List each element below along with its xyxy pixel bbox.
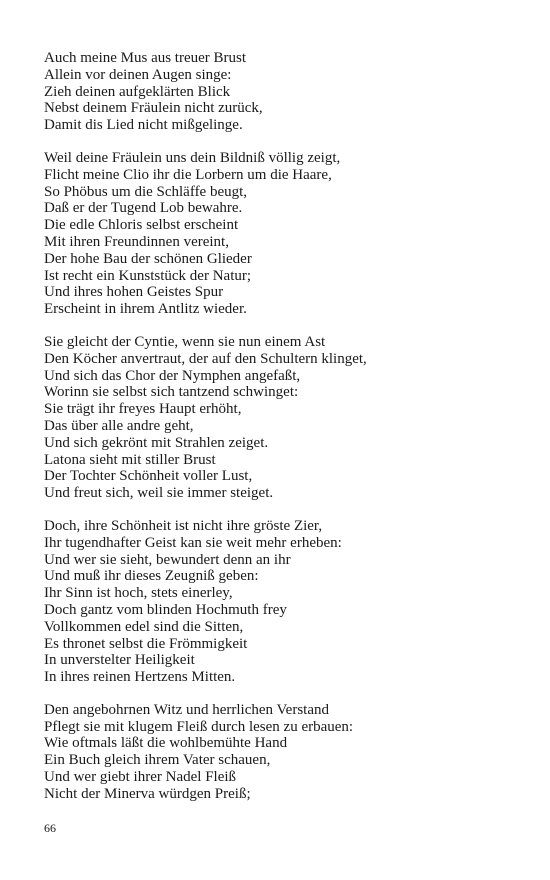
poem-line: Und muß ihr dieses Zeugniß geben: (44, 568, 259, 585)
poem-line: Vollkommen edel sind die Sitten, (44, 618, 244, 635)
poem-line: Wie oftmals läßt die wohlbemühte Hand (44, 735, 288, 752)
stanza-5 (44, 702, 524, 803)
poem-line: Und wer giebt ihrer Nadel Fleiß (44, 769, 237, 786)
poem-line: Sie trägt ihr freyes Haupt erhöht, (44, 401, 242, 418)
poem-line: Der hohe Bau der schönen Glieder (44, 250, 252, 267)
stanza-3 (44, 334, 524, 502)
poem-line: Worinn sie selbst sich tantzend schwinget: (44, 384, 299, 401)
poem-line: Ihr Sinn ist hoch, stets einerley, (44, 585, 233, 602)
poem-line: Den angebohrnen Witz und herrlichen Verstand (44, 701, 329, 718)
poem-line: Und freut sich, weil sie immer steiget. (44, 485, 274, 502)
poem-line: Pflegt sie mit klugem Fleiß durch lesen zu erbauen: (44, 718, 354, 735)
poem-line: Weil deine Fräulein uns dein Bildniß völlig zeigt, (44, 149, 341, 166)
poem-line: Daß er der Tugend Lob bewahre. (44, 200, 243, 217)
poem-line: Die edle Chloris selbst erscheint (44, 217, 239, 234)
poem-line: Ein Buch gleich ihrem Vater schauen, (44, 752, 271, 769)
poem-line: Und sich das Chor der Nymphen angefaßt, (44, 367, 301, 384)
poem-line: Doch, ihre Schönheit ist nicht ihre gröste Zier, (44, 517, 323, 534)
stanza-4 (44, 518, 524, 686)
poem-line: In ihres reinen Hertzens Mitten. (44, 669, 236, 686)
poem-line: Auch meine Mus aus treuer Brust (44, 50, 247, 66)
poem-line: Nebst deinem Fräulein nicht zurück, (44, 100, 263, 117)
poem-line: So Phöbus um die Schläffe beugt, (44, 183, 248, 200)
poem-line: Ihr tugendhafter Geist kan sie weit mehr erheben: (44, 534, 342, 551)
poem-line: Und wer sie sieht, bewundert denn an ihr (44, 551, 291, 568)
poem-line: Erscheint in ihrem Antlitz wieder. (44, 301, 247, 318)
poem-line: Nicht der Minerva würdgen Preiß; (44, 785, 251, 802)
poem-line: Zieh deinen aufgeklärten Blick (44, 83, 231, 100)
stanza-2 (44, 150, 524, 318)
poem-line: Und ihres hohen Geistes Spur (44, 284, 224, 301)
poem-line: Flicht meine Clio ihr die Lorbern um die Haare, (44, 166, 332, 183)
poem-line: Sie gleicht der Cyntie, wenn sie nun einem Ast (44, 333, 326, 350)
poem-line: In unverstelter Heiligkeit (44, 652, 195, 669)
poem-line: Das über alle andre geht, (44, 417, 194, 434)
poem-line: Damit dis Lied nicht mißgelinge. (44, 117, 243, 134)
poem-line: Allein vor deinen Augen singe: (44, 66, 232, 83)
stanza-1 (44, 50, 524, 134)
poem-line: Doch gantz vom blinden Hochmuth frey (44, 601, 287, 618)
poem-line: Den Köcher anvertraut, der auf den Schultern klinget, (44, 350, 367, 367)
poem-line: Der Tochter Schönheit voller Lust, (44, 468, 253, 485)
poem-line: Es thronet selbst die Frömmigkeit (44, 635, 248, 652)
poem-line: Mit ihren Freundinnen vereint, (44, 233, 229, 250)
poem-line: Und sich gekrönt mit Strahlen zeiget. (44, 434, 269, 451)
page-number: 66 (44, 821, 56, 835)
poem-line: Latona sieht mit stiller Brust (44, 451, 216, 468)
poem-line: Ist recht ein Kunststück der Natur; (44, 267, 252, 284)
poem-text (44, 50, 524, 819)
